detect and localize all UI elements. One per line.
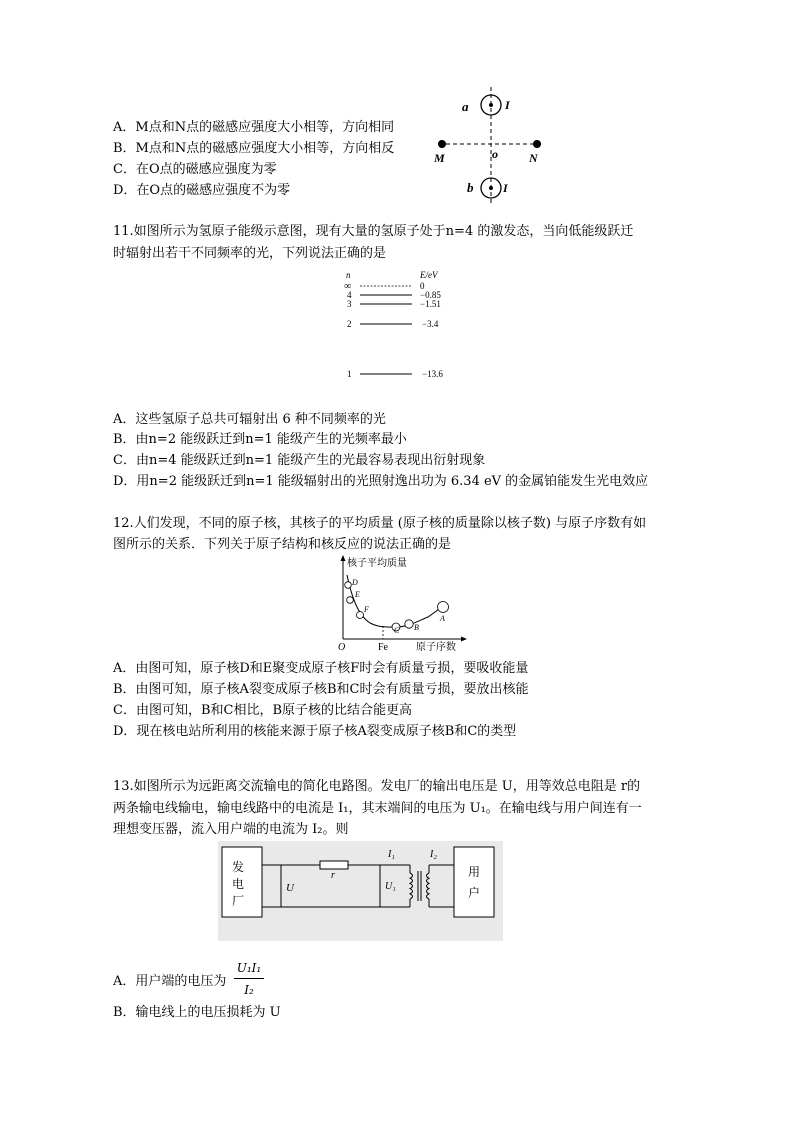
level-e-inf: 0 xyxy=(420,281,425,291)
label-c: C xyxy=(394,626,400,635)
point-m xyxy=(438,140,446,148)
label-i-top: I xyxy=(505,98,510,112)
q11-stem-line2: 时辐射出若干不同频率的光，下列说法正确的是 xyxy=(113,246,387,261)
level-n-3: 3 xyxy=(347,299,352,309)
q13-stem-line3: 理想变压器，流入用户端的电流为 I₂。则 xyxy=(113,822,349,837)
plant-char-3: 厂 xyxy=(232,894,245,908)
label-o: o xyxy=(492,147,498,161)
label-n: N xyxy=(529,151,538,165)
q11-stem-line1: 11.如图所示为氢原子能级示意图，现有大量的氢原子处于n=4 的激发态，当向低能级跃迁 xyxy=(113,224,634,239)
resistor-r xyxy=(320,861,348,869)
label-a: a xyxy=(462,99,469,114)
y-axis-label: 核子平均质量 xyxy=(347,558,407,569)
q10-option-c: C．在O点的磁感应强度为零 xyxy=(113,162,277,177)
label-u: U xyxy=(286,882,294,894)
energy-axis-label: E/eV xyxy=(420,270,438,280)
q12-option-b: B．由图可知，原子核A裂变成原子核B和C时会有质量亏损，要放出核能 xyxy=(113,682,529,697)
nucleon-mass-curve xyxy=(330,553,470,655)
q13-stem-line2: 两条输电线输电，输电线路中的电流是 I₁，其末端间的电压为 U₁。在输电线与用户间连有一 xyxy=(113,801,642,816)
point-a xyxy=(438,602,449,613)
x-axis-label: 原子序数 xyxy=(416,642,456,653)
label-u1: U₁ xyxy=(385,881,396,892)
level-n-2: 2 xyxy=(347,319,352,329)
power-transmission-circuit xyxy=(218,841,503,941)
level-e-3: −1.51 xyxy=(420,299,441,309)
q11-option-c: C．由n=4 能级跃迁到n=1 能级产生的光最容易表现出衍射现象 xyxy=(113,453,486,468)
level-e-2: −3.4 xyxy=(422,319,439,329)
q12-option-a: A．由图可知，原子核D和E聚变成原子核F时会有质量亏损，要吸收能量 xyxy=(113,661,529,676)
plant-char-1: 发 xyxy=(232,860,245,874)
q13-option-b: B．输电线上的电压损耗为 U xyxy=(113,1005,281,1020)
q11-option-a: A．这些氢原子总共可辐射出 6 种不同频率的光 xyxy=(113,412,386,427)
fraction-denominator: I₂ xyxy=(244,983,254,997)
level-n-inf: ∞ xyxy=(344,281,352,292)
label-d: D xyxy=(352,578,358,587)
q11-option-b: B．由n=2 能级跃迁到n=1 能级产生的光频率最小 xyxy=(113,432,407,447)
n-axis-label: n xyxy=(346,270,351,280)
q10-option-d: D．在O点的磁感应强度不为零 xyxy=(113,183,291,198)
q12-option-d: D．现在核电站所利用的核能来源于原子核A裂变成原子核B和C的类型 xyxy=(113,724,517,739)
level-n-1: 1 xyxy=(347,369,352,379)
label-b: B xyxy=(414,623,419,632)
user-char-1: 用 xyxy=(468,865,481,879)
q13-option-a-prefix: A．用户端的电压为 xyxy=(113,974,227,989)
label-f: F xyxy=(364,605,369,614)
level-n-4: 4 xyxy=(347,290,352,300)
label-r: r xyxy=(331,870,335,881)
fraction-bar xyxy=(234,978,264,979)
point-d xyxy=(345,582,352,589)
q12-stem-line2: 图所示的关系．下列关于原子结构和核反应的说法正确的是 xyxy=(113,537,452,552)
q10-option-a: A．M点和N点的磁感应强度大小相等，方向相同 xyxy=(113,120,395,135)
q12-stem-line1: 12.人们发现，不同的原子核，其核子的平均质量 (原子核的质量除以核子数) 与原子序数有如 xyxy=(113,516,647,531)
point-f xyxy=(357,612,364,619)
q11-option-d: D．用n=2 能级跃迁到n=1 能级辐射出的光照射逸出功为 6.34 eV 的金属铂能发生光电效应 xyxy=(113,474,649,489)
label-b: b xyxy=(467,180,474,195)
origin-label: O xyxy=(338,642,346,653)
label-m: M xyxy=(434,151,445,165)
q13-stem-line1: 13.如图所示为远距离交流输电的简化电路图。发电厂的输出电压是 U，用等效总电阻是 r的 xyxy=(113,779,641,794)
label-e: E xyxy=(355,590,360,599)
point-e xyxy=(347,597,354,604)
q10-magnetic-field-figure xyxy=(425,85,560,205)
plant-char-2: 电 xyxy=(232,877,245,891)
fe-label: Fe xyxy=(378,642,388,653)
level-e-4: −0.85 xyxy=(420,290,441,300)
label-i2: I₂ xyxy=(430,849,437,860)
label-a: A xyxy=(440,614,445,623)
label-i-bottom: I xyxy=(503,181,508,195)
hydrogen-energy-level-diagram xyxy=(340,268,470,383)
label-i1: I₁ xyxy=(388,849,395,860)
point-n xyxy=(533,140,541,148)
fraction-numerator: U₁I₁ xyxy=(236,961,262,975)
point-b xyxy=(405,620,413,628)
q10-option-b: B．M点和N点的磁感应强度大小相等，方向相反 xyxy=(113,141,395,156)
level-e-1: −13.6 xyxy=(422,369,443,379)
q12-option-c: C．由图可知，B和C相比，B原子核的比结合能更高 xyxy=(113,703,413,718)
user-char-2: 户 xyxy=(468,886,481,900)
